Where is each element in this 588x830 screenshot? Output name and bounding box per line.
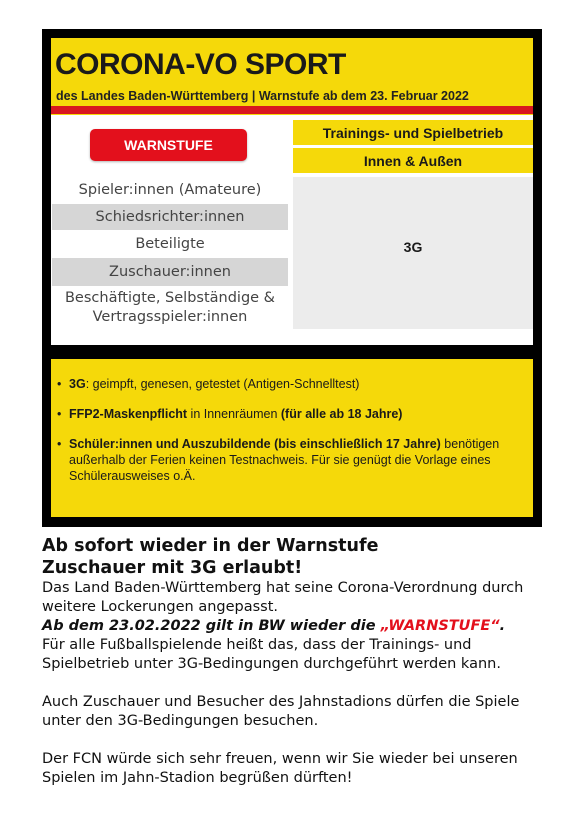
table-header-training: Trainings- und Spielbetrieb bbox=[293, 120, 533, 145]
role-zuschauer: Zuschauer:innen bbox=[52, 258, 288, 286]
poster-subtitle: des Landes Baden-Württemberg | Warnstufe ab dem 23. Februar 2022 bbox=[56, 89, 469, 103]
note-item: • FFP2-Maskenpflicht in Innenräumen (für alle ab 18 Jahre) bbox=[57, 407, 403, 421]
role-beteiligte: Beteiligte bbox=[135, 235, 205, 252]
corona-vo-poster bbox=[42, 29, 542, 527]
bullet-icon: • bbox=[57, 377, 62, 391]
article-paragraph-5: Der FCN würde sich sehr freuen, wenn wir Sie wieder bei unseren Spielen im Jahn-Stadion begrüßen dürften! bbox=[42, 751, 518, 786]
poster-title: CORONA-VO SPORT bbox=[55, 48, 346, 81]
article-paragraph-3: Für alle Fußballspielende heißt das, dass der Trainings- und Spielbetrieb unter 3G-Bedingungen durchgeführt werden kann. bbox=[42, 637, 501, 672]
role-schiedsrichter: Schiedsrichter:innen bbox=[52, 204, 288, 230]
note-item: • 3G: geimpft, genesen, getestet (Antigen-Schnelltest) bbox=[57, 377, 360, 391]
value-3g: 3G bbox=[403, 239, 423, 255]
bullet-icon: • bbox=[57, 407, 62, 421]
role-spieler: Spieler:innen (Amateure) bbox=[78, 181, 262, 198]
red-divider-stripe bbox=[51, 106, 533, 114]
warnstufe-badge: WARNSTUFE bbox=[90, 129, 247, 161]
note-item: • Schüler:innen und Auszubildende (bis einschließlich 17 Jahre) benötigen außerhalb der Ferien keinen Testnachweis. Für sie genügt die Vorlage eines Schülerausweises o.Ä. bbox=[57, 437, 500, 483]
notes-box bbox=[51, 359, 533, 517]
article bbox=[42, 535, 552, 788]
article-headline-2: Zuschauer mit 3G erlaubt! bbox=[42, 558, 303, 578]
warnstufe-highlight: „WARNSTUFE“ bbox=[380, 618, 500, 634]
poster-header bbox=[51, 38, 533, 126]
role-beschaeftigte: Beschäftigte, Selbständige & Vertragsspieler:innen bbox=[64, 290, 275, 325]
bullet-icon: • bbox=[57, 437, 62, 451]
article-headline-1: Ab sofort wieder in der Warnstufe bbox=[42, 536, 379, 556]
article-paragraph-4: Auch Zuschauer und Besucher des Jahnstadions dürfen die Spiele unter den 3G-Bedingungen besuchen. bbox=[42, 694, 520, 729]
rules-table bbox=[51, 115, 533, 345]
table-header-indoor-outdoor: Innen & Außen bbox=[293, 148, 533, 173]
article-date-line: Ab dem 23.02.2022 gilt in BW wieder die „WARNSTUFE“. bbox=[42, 618, 506, 634]
article-paragraph-1: Das Land Baden-Württemberg hat seine Corona-Verordnung durch weitere Lockerungen angepasst. bbox=[42, 580, 524, 615]
value-cell bbox=[293, 177, 533, 329]
